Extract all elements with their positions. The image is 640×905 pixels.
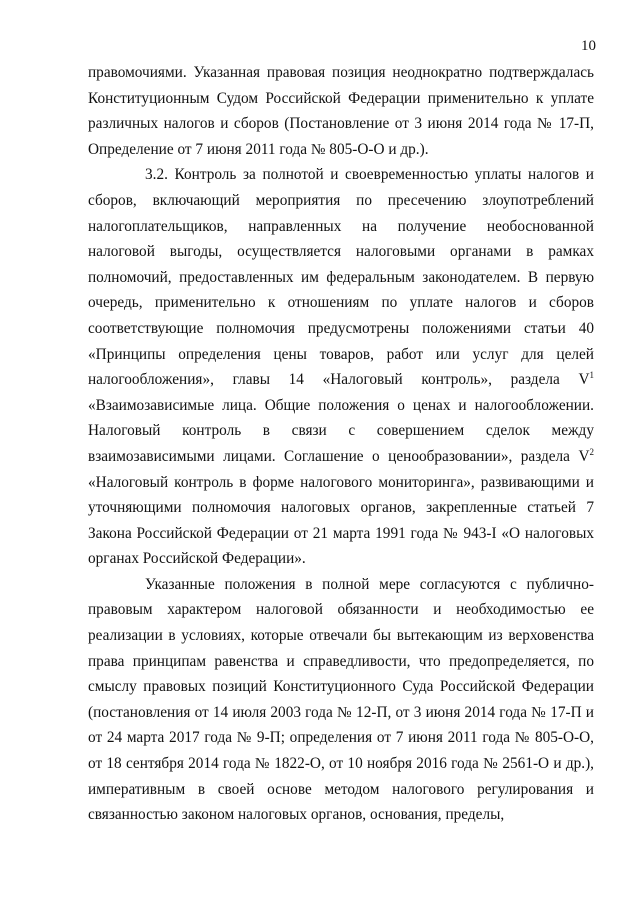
paragraph-2 [88, 162, 594, 572]
paragraph-2-text-a: 3.2. Контроль за полнотой и своевременностью уплаты налогов и сборов, включающий мероприятия по пресечению злоупотреблений налогоплательщиков, направленных на получение необоснованной налоговой выгоды, осуществляется налоговыми органами в рамках полномочий, предоставленных им федеральным законодателем. В первую очередь, применительно к отношениям по уплате налогов и сборов соответствующие полномочия предусмотрены положениями статьи 40 «Принципы определения цены товаров, работ или услуг для целей налогообложения», главы 14 «Налоговый контроль», раздела V [88, 166, 594, 389]
paragraph-1: правомочиями. Указанная правовая позиция неоднократно подтверждалась Конституционным Судом Российской Федерации применительно к уплате различных налогов и сборов (Постановление от 3 июня 2014 года № 17-П, Определение от 7 июня 2011 года № 805-О-О и др.). [88, 64, 594, 158]
paragraph-2-text-b: «Взаимозависимые лица. Общие положения о ценах и налогообложении. Налоговый контроль в связи с совершением сделок между взаимозависимыми лицами. Соглашение о ценообразовании», раздела V [88, 396, 594, 465]
section-superscript-2: 2 [589, 446, 594, 457]
page-number: 10 [581, 38, 596, 54]
paragraph-2-text-c: «Налоговый контроль в форме налогового мониторинга», развивающими и уточняющими полномочия налоговых органов, закрепленные статьей 7 Закона Российской Федерации от 21 марта 1991 года № 943-I «О налоговых органах Российской Федерации». [88, 473, 594, 568]
paragraph-3: Указанные положения в полной мере согласуются с публично-правовым характером налоговой обязанности и необходимостью ее реализации в условиях, которые отвечали бы вытекающим из верховенства права принципам равенства и справедливости, что предопределяется, по смыслу правовых позиций Конституционного Суда Российской Федерации (постановления от 14 июля 2003 года № 12-П, от 3 июня 2014 года № 17-П и от 24 марта 2017 года № 9-П; определения от 7 июня 2011 года № 805-О-О, от 18 сентября 2014 года № 1822-О, от 10 ноября 2016 года № 2561-О и др.), императивным в своей основе методом налогового регулирования и связанностью законом налоговых органов, основания, пределы, [88, 575, 594, 824]
body-text [88, 60, 594, 828]
section-superscript-1: 1 [589, 370, 594, 381]
